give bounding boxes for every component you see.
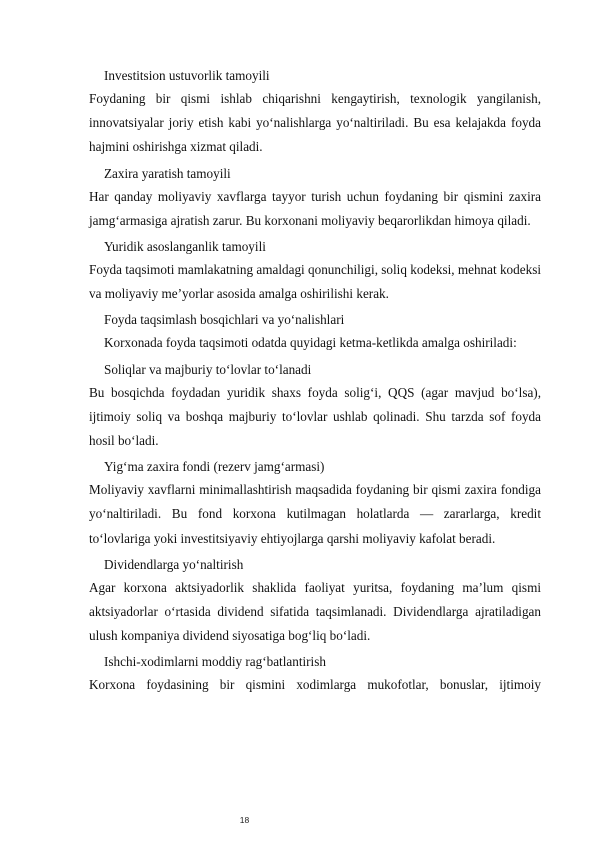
section-legal-basis	[89, 235, 541, 306]
section-paragraph: Foyda taqsimoti mamlakatning amaldagi qonunchiligi, soliq kodeksi, mehnat kodeksi va moliyaviy me’yorlar asosida amalga oshirilishi kerak.	[89, 262, 541, 302]
section-paragraph: Foydaning bir qismi ishlab chiqarishni kengaytirish, texnologik yangilanish, innovatsiyalar joriy etish kabi yo‘nalishlarga yo‘naltiriladi. Bu esa kelajakda foyda hajmini oshirishga xizmat qiladi.	[89, 91, 541, 155]
section-heading: Investitsion ustuvorlik tamoyili	[104, 68, 270, 83]
section-paragraph: Agar korxona aktsiyadorlik shaklida faoliyat yuritsa, foydaning ma’lum qismi aktsiyadorlar o‘rtasida dividend sifatida taqsimlanadi. Dividendlarga ajratiladigan ulush kompaniya dividend siyosatiga bog‘liq bo‘ladi.	[89, 579, 541, 644]
section-paragraph: Moliyaviy xavflarni minimallashtirish maqsadida foydaning bir qismi zaxira fondiga yo‘naltiriladi. Bu fond korxona kutilmagan holatlarda — zararlarga, kredit to‘lovlariga yoki investitsiyaviy ehtiyojlarga qarshi moliyaviy kafolat beradi.	[89, 482, 541, 546]
section-paragraph: Bu bosqichda foydadan yuridik shaxs foyda solig‘i, QQS (agar mavjud bo‘lsa), ijtimoiy soliq va boshqa majburiy to‘lovlar ushlab qolinadi. Shu tarzda sof foyda hosil bo‘ladi.	[89, 384, 541, 449]
section-heading: Zaxira yaratish tamoyili	[104, 165, 231, 181]
section-investment-priority	[89, 64, 541, 160]
section-reserve-creation	[89, 162, 541, 233]
section-taxes-payments	[89, 358, 541, 454]
section-paragraph: Har qanday moliyaviy xavflarga tayyor turish uchun foydaning bir qismini zaxira jamg‘armasiga ajratish zarur. Bu korxonani moliyaviy beqarorlikdan himoya qiladi.	[89, 188, 541, 228]
document-page	[89, 64, 541, 700]
section-heading: Yig‘ma zaxira fondi (rezerv jamg‘armasi)	[104, 459, 325, 475]
section-heading: Soliqlar va majburiy to‘lovlar to‘lanadi	[104, 361, 312, 377]
section-heading: Ishchi-xodimlarni moddiy rag‘batlantirish	[104, 654, 326, 670]
section-reserve-fund	[89, 455, 541, 551]
section-heading: Dividendlarga yo‘naltirish	[104, 556, 244, 572]
section-paragraph: Korxonada foyda taqsimoti odatda quyidagi ketma-ketlikda amalga oshiriladi:	[104, 335, 517, 351]
page-number: 18	[239, 815, 250, 825]
section-distribution-stages	[89, 308, 541, 355]
section-employee-incentives	[89, 650, 541, 697]
section-dividends	[89, 553, 541, 649]
section-heading: Foyda taqsimlash bosqichlari va yo‘nalishlari	[104, 312, 345, 328]
section-paragraph: Korxona foydasining bir qismini xodimlarga mukofotlar, bonuslar, ijtimoiy	[89, 677, 541, 693]
section-heading: Yuridik asoslanganlik tamoyili	[104, 239, 266, 255]
